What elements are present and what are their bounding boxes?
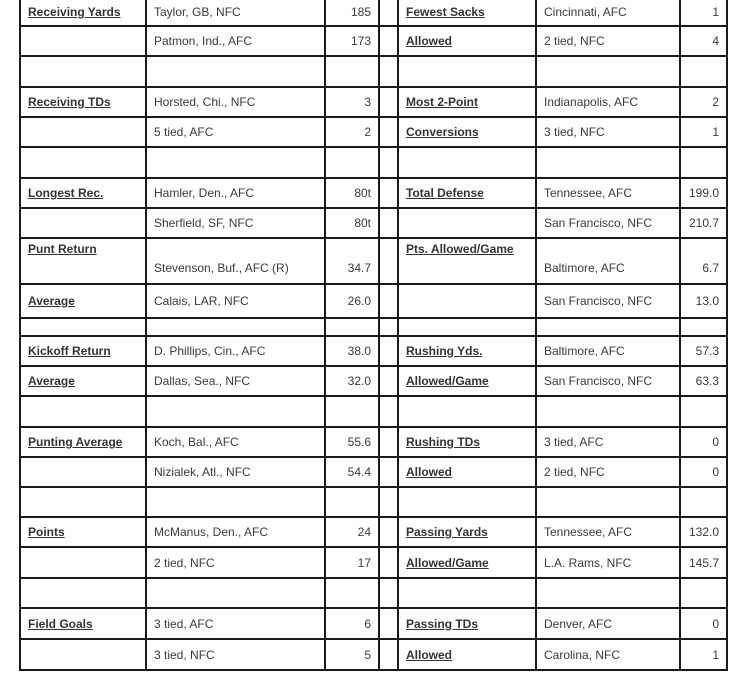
column-gap <box>379 0 398 26</box>
left-leader-cell: Sherfield, SF, NFC <box>146 208 325 238</box>
column-gap <box>379 427 398 457</box>
left-category-cell <box>20 396 146 427</box>
left-value-cell <box>325 578 379 608</box>
right-category-cell <box>398 208 536 238</box>
table-row <box>20 178 727 208</box>
column-gap <box>379 147 398 178</box>
right-category-cell <box>398 396 536 427</box>
left-value-cell <box>325 487 379 517</box>
right-value-cell: 0 <box>680 427 727 457</box>
left-value-cell: 32.0 <box>325 366 379 396</box>
left-leader-cell: Koch, Bal., AFC <box>146 427 325 457</box>
left-leader-cell: Dallas, Sea., NFC <box>146 366 325 396</box>
table-row <box>20 0 727 26</box>
table-row <box>20 457 727 487</box>
right-value-cell: 57.3 <box>680 336 727 366</box>
left-leader-cell: Nizialek, Atl., NFC <box>146 457 325 487</box>
right-leader-cell: L.A. Rams, NFC <box>536 547 680 578</box>
left-value-cell <box>325 56 379 87</box>
column-gap <box>379 26 398 56</box>
right-leader-cell <box>536 318 680 336</box>
right-leader-cell: Tennessee, AFC <box>536 517 680 547</box>
right-leader-cell: 3 tied, AFC <box>536 427 680 457</box>
right-leader-cell: Cincinnati, AFC <box>536 0 680 26</box>
left-value-cell: 55.6 <box>325 427 379 457</box>
left-category-cell <box>20 318 146 336</box>
right-leader-cell: San Francisco, NFC <box>536 208 680 238</box>
spacer-row <box>20 487 727 517</box>
left-value-cell: 2 <box>325 117 379 147</box>
right-category-cell <box>398 56 536 87</box>
right-leader-cell: Baltimore, AFC <box>536 238 680 284</box>
right-leader-cell <box>536 147 680 178</box>
column-gap <box>379 487 398 517</box>
left-leader-cell: Patmon, Ind., AFC <box>146 26 325 56</box>
right-value-cell: 4 <box>680 26 727 56</box>
right-leader-cell <box>536 56 680 87</box>
right-value-cell <box>680 578 727 608</box>
left-leader-cell <box>146 318 325 336</box>
table-row <box>20 517 727 547</box>
left-value-cell: 38.0 <box>325 336 379 366</box>
left-leader-cell: D. Phillips, Cin., AFC <box>146 336 325 366</box>
right-value-cell: 210.7 <box>680 208 727 238</box>
left-value-cell: 34.7 <box>325 238 379 284</box>
left-leader-cell <box>146 396 325 427</box>
right-value-cell: 63.3 <box>680 366 727 396</box>
left-category-cell <box>20 56 146 87</box>
left-category-cell <box>20 457 146 487</box>
left-value-cell <box>325 318 379 336</box>
right-category-cell: Allowed <box>398 457 536 487</box>
table-row <box>20 427 727 457</box>
left-leader-cell: Taylor, GB, NFC <box>146 0 325 26</box>
right-category-cell: Fewest Sacks <box>398 0 536 26</box>
left-value-cell: 80t <box>325 208 379 238</box>
left-category-cell: Receiving Yards <box>20 0 146 26</box>
left-category-cell <box>20 578 146 608</box>
right-category-cell: Rushing TDs <box>398 427 536 457</box>
right-category-cell: Passing TDs <box>398 608 536 639</box>
column-gap <box>379 639 398 670</box>
left-leader-cell: Stevenson, Buf., AFC (R) <box>146 238 325 284</box>
left-value-cell: 3 <box>325 87 379 117</box>
right-value-cell <box>680 56 727 87</box>
right-leader-cell: 2 tied, NFC <box>536 26 680 56</box>
column-gap <box>379 238 398 284</box>
spacer-row <box>20 318 727 336</box>
left-leader-cell: 5 tied, AFC <box>146 117 325 147</box>
left-value-cell <box>325 396 379 427</box>
table-row <box>20 366 727 396</box>
column-gap <box>379 56 398 87</box>
right-leader-cell: San Francisco, NFC <box>536 284 680 318</box>
column-gap <box>379 336 398 366</box>
column-gap <box>379 178 398 208</box>
right-category-cell: Pts. Allowed/Game <box>398 238 536 284</box>
right-category-cell <box>398 487 536 517</box>
right-category-cell <box>398 578 536 608</box>
spacer-row <box>20 396 727 427</box>
right-category-cell: Passing Yards <box>398 517 536 547</box>
left-value-cell: 54.4 <box>325 457 379 487</box>
left-value-cell: 185 <box>325 0 379 26</box>
column-gap <box>379 608 398 639</box>
left-value-cell: 6 <box>325 608 379 639</box>
right-leader-cell: Denver, AFC <box>536 608 680 639</box>
column-gap <box>379 457 398 487</box>
right-category-cell: Total Defense <box>398 178 536 208</box>
column-gap <box>379 547 398 578</box>
left-category-cell <box>20 208 146 238</box>
right-value-cell: 13.0 <box>680 284 727 318</box>
right-value-cell <box>680 487 727 517</box>
table-row <box>20 87 727 117</box>
right-value-cell: 1 <box>680 117 727 147</box>
column-gap <box>379 517 398 547</box>
table-row <box>20 208 727 238</box>
column-gap <box>379 578 398 608</box>
left-category-cell <box>20 487 146 517</box>
left-category-cell: Punting Average <box>20 427 146 457</box>
left-leader-cell <box>146 56 325 87</box>
left-category-cell: Receiving TDs <box>20 87 146 117</box>
table-row <box>20 26 727 56</box>
left-category-cell <box>20 547 146 578</box>
left-leader-cell: Horsted, Chi., NFC <box>146 87 325 117</box>
right-category-cell: Allowed <box>398 26 536 56</box>
right-category-cell: Conversions <box>398 117 536 147</box>
left-category-cell: Average <box>20 366 146 396</box>
right-leader-cell: Indianapolis, AFC <box>536 87 680 117</box>
left-leader-cell <box>146 147 325 178</box>
left-value-cell: 5 <box>325 639 379 670</box>
spacer-row <box>20 147 727 178</box>
right-leader-cell: 3 tied, NFC <box>536 117 680 147</box>
table-row <box>20 547 727 578</box>
left-value-cell: 26.0 <box>325 284 379 318</box>
left-category-cell <box>20 639 146 670</box>
right-category-cell <box>398 284 536 318</box>
right-leader-cell <box>536 578 680 608</box>
left-category-cell <box>20 147 146 178</box>
table-row <box>20 117 727 147</box>
left-leader-cell: Calais, LAR, NFC <box>146 284 325 318</box>
column-gap <box>379 284 398 318</box>
right-value-cell: 199.0 <box>680 178 727 208</box>
left-leader-cell: 3 tied, NFC <box>146 639 325 670</box>
left-leader-cell <box>146 487 325 517</box>
right-value-cell: 0 <box>680 457 727 487</box>
left-category-cell: Average <box>20 284 146 318</box>
left-category-cell: Kickoff Return <box>20 336 146 366</box>
left-category-cell: Field Goals <box>20 608 146 639</box>
right-leader-cell <box>536 396 680 427</box>
left-leader-cell: 2 tied, NFC <box>146 547 325 578</box>
right-value-cell: 6.7 <box>680 238 727 284</box>
right-value-cell: 132.0 <box>680 517 727 547</box>
table-row <box>20 639 727 670</box>
left-value-cell: 24 <box>325 517 379 547</box>
right-leader-cell <box>536 487 680 517</box>
right-value-cell: 0 <box>680 608 727 639</box>
spacer-row <box>20 578 727 608</box>
right-value-cell <box>680 147 727 178</box>
right-leader-cell: Baltimore, AFC <box>536 336 680 366</box>
right-category-cell <box>398 147 536 178</box>
column-gap <box>379 87 398 117</box>
column-gap <box>379 117 398 147</box>
right-category-cell <box>398 318 536 336</box>
right-leader-cell: San Francisco, NFC <box>536 366 680 396</box>
left-value-cell: 80t <box>325 178 379 208</box>
right-value-cell <box>680 396 727 427</box>
right-category-cell: Most 2-Point <box>398 87 536 117</box>
right-category-cell: Allowed <box>398 639 536 670</box>
left-leader-cell: Hamler, Den., AFC <box>146 178 325 208</box>
left-category-cell <box>20 26 146 56</box>
right-leader-cell: Carolina, NFC <box>536 639 680 670</box>
left-value-cell: 173 <box>325 26 379 56</box>
column-gap <box>379 366 398 396</box>
right-value-cell: 2 <box>680 87 727 117</box>
left-category-cell: Punt Return <box>20 238 146 284</box>
spacer-row <box>20 56 727 87</box>
left-leader-cell: 3 tied, AFC <box>146 608 325 639</box>
column-gap <box>379 318 398 336</box>
left-leader-cell: McManus, Den., AFC <box>146 517 325 547</box>
column-gap <box>379 208 398 238</box>
column-gap <box>379 396 398 427</box>
right-category-cell: Allowed/Game <box>398 366 536 396</box>
left-category-cell: Points <box>20 517 146 547</box>
right-category-cell: Rushing Yds. <box>398 336 536 366</box>
right-leader-cell: Tennessee, AFC <box>536 178 680 208</box>
left-leader-cell <box>146 578 325 608</box>
left-category-cell: Longest Rec. <box>20 178 146 208</box>
left-value-cell <box>325 147 379 178</box>
right-leader-cell: 2 tied, NFC <box>536 457 680 487</box>
table-row <box>20 284 727 318</box>
right-value-cell <box>680 318 727 336</box>
table-row <box>20 238 727 284</box>
left-category-cell <box>20 117 146 147</box>
left-value-cell: 17 <box>325 547 379 578</box>
table-row <box>20 608 727 639</box>
table-row <box>20 336 727 366</box>
right-value-cell: 145.7 <box>680 547 727 578</box>
right-category-cell: Allowed/Game <box>398 547 536 578</box>
league-leaders-table <box>19 0 728 671</box>
right-value-cell: 1 <box>680 0 727 26</box>
right-value-cell: 1 <box>680 639 727 670</box>
